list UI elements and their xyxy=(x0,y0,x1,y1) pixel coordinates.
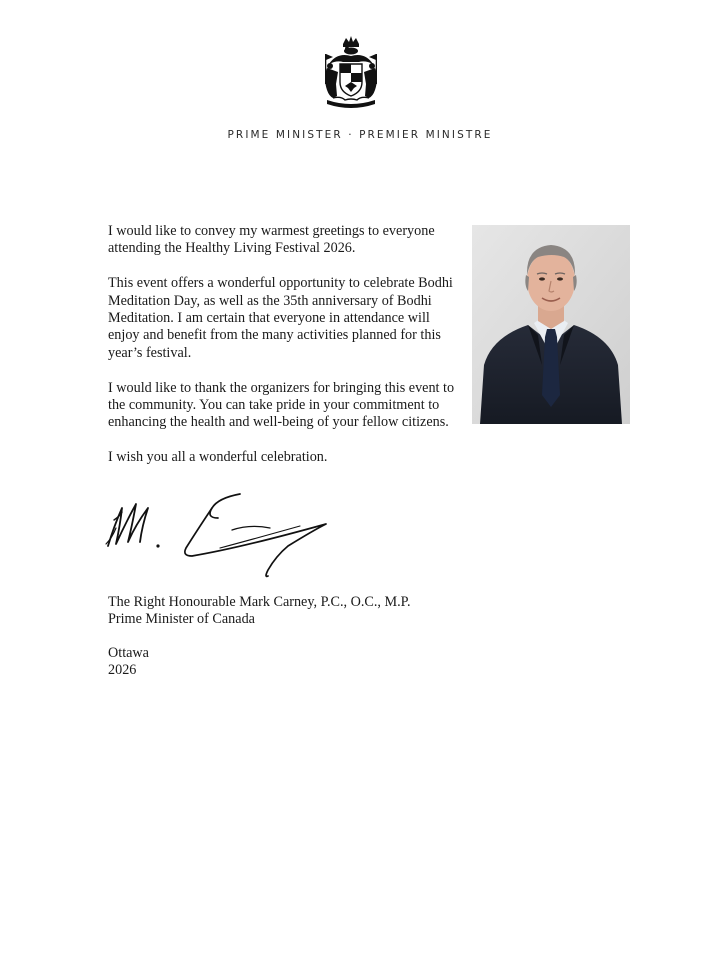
portrait-photo xyxy=(472,225,630,424)
handwritten-signature xyxy=(100,486,340,582)
coat-of-arms-icon xyxy=(319,34,383,112)
place-date-block xyxy=(108,645,149,680)
sign-off-block xyxy=(108,594,411,629)
letter-paragraph: I would like to convey my warmest greetings to everyone attending the Healthy Living Festival 2026. xyxy=(108,223,435,257)
letter-body xyxy=(108,223,458,484)
signatory-title: Prime Minister of Canada xyxy=(108,611,255,628)
letter-paragraph: I wish you all a wonderful celebration. xyxy=(108,449,328,466)
office-header: PRIME MINISTER · PREMIER MINISTRE xyxy=(227,129,493,141)
location-year: 2026 xyxy=(108,662,137,679)
signatory-name: The Right Honourable Mark Carney, P.C., O.C., M.P. xyxy=(108,594,411,610)
letter-paragraph: This event offers a wonderful opportunity to celebrate Bodhi Meditation Day, as well as the 35th anniversary of Bodhi Meditation. I am certain that everyone in attendance will enjoy and benefit from the many activities planned for this year’s festival. xyxy=(108,275,453,361)
letter-paragraph: I would like to thank the organizers for bringing this event to the community. You can take pride in your commitment to enhancing the health and well-being of your fellow citizens. xyxy=(108,379,455,431)
location-city: Ottawa xyxy=(108,645,149,661)
